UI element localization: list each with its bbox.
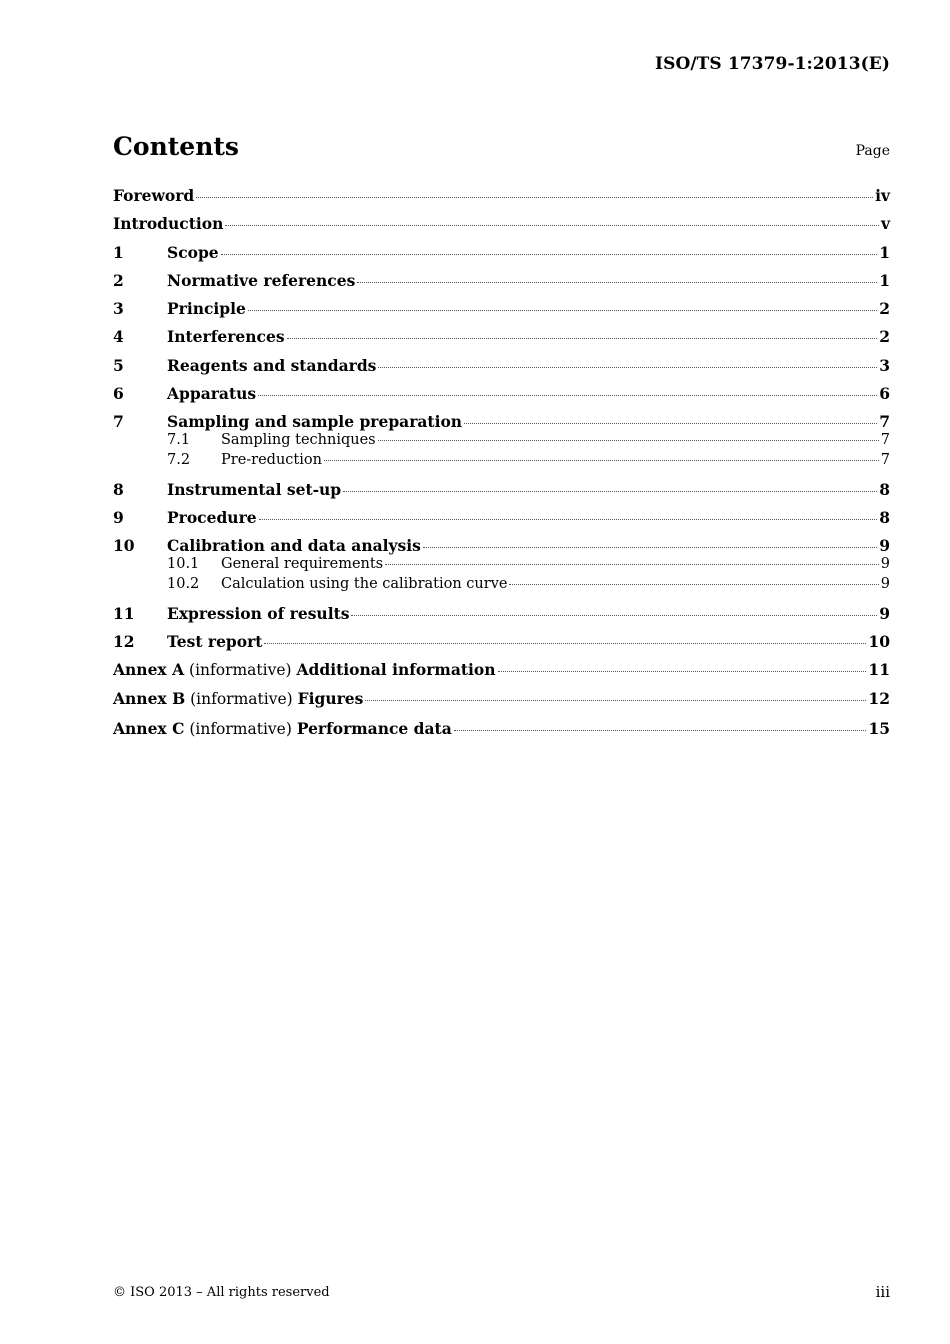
- toc-entry-annex-note: (informative): [184, 719, 297, 738]
- toc-entry[interactable]: [113, 719, 890, 739]
- toc-entry-page: 9: [879, 536, 890, 556]
- toc-entry-title-text: Interferences: [167, 327, 285, 347]
- toc-entry-page: 6: [879, 384, 890, 404]
- toc-dot-leader: [287, 338, 878, 339]
- toc-entry-page: 3: [879, 355, 890, 375]
- toc-entry-title: [167, 632, 262, 651]
- toc-dot-leader: [378, 440, 879, 441]
- toc-entry-title: [167, 480, 341, 499]
- toc-entry-title-text: Principle: [167, 299, 246, 319]
- toc-entry-page: 9: [880, 575, 890, 592]
- toc-entry-page: 11: [868, 660, 890, 680]
- toc-entry[interactable]: [113, 555, 890, 575]
- toc-entry-annex-note: (informative): [185, 690, 298, 709]
- toc-dot-leader: [351, 615, 877, 616]
- toc-entry-title-text: Reagents and standards: [167, 355, 377, 375]
- toc-entry-title: [167, 243, 219, 262]
- toc-entry-annex-note: (informative): [184, 661, 297, 680]
- toc-entry[interactable]: [113, 356, 890, 375]
- toc-dot-leader: [365, 700, 866, 701]
- toc-dot-leader: [343, 491, 877, 492]
- toc-entry-title-text: Introduction: [113, 214, 224, 234]
- toc-entry-page: 9: [879, 603, 890, 623]
- toc-entry-page: 2: [879, 299, 890, 319]
- toc-entry-number: 2: [113, 270, 124, 290]
- toc-entry-title: [167, 412, 462, 431]
- toc-entry-title: [221, 575, 507, 595]
- toc-entry-number: 10.1: [167, 556, 200, 573]
- toc-entry[interactable]: [113, 327, 890, 346]
- toc-entry-page: iv: [875, 186, 890, 205]
- toc-dot-leader: [498, 671, 867, 672]
- toc-entry-title: [167, 536, 421, 555]
- toc-entry-title: [113, 660, 496, 680]
- toc-entry[interactable]: [113, 186, 890, 205]
- toc-entry-title-text: Calibration and data analysis: [167, 536, 421, 556]
- toc-dot-leader: [454, 730, 867, 731]
- toc-entry-title: [167, 508, 257, 527]
- toc-entry-title: [221, 431, 376, 451]
- page-number: iii: [875, 1283, 890, 1301]
- toc-entry-title-text: Instrumental set-up: [167, 479, 342, 499]
- toc-entry-title-text: Normative references: [167, 270, 356, 290]
- toc-entry[interactable]: [113, 431, 890, 451]
- toc-entry-number: 7.2: [167, 451, 191, 468]
- toc-entry[interactable]: [113, 660, 890, 680]
- toc-dot-leader: [225, 225, 879, 226]
- toc-dot-leader: [259, 519, 878, 520]
- toc-entry-title-text: General requirements: [221, 556, 384, 573]
- toc-entry-title: [167, 271, 355, 290]
- copyright-notice: © ISO 2013 – All rights reserved: [113, 1285, 330, 1300]
- table-of-contents: [113, 186, 890, 739]
- toc-entry[interactable]: [113, 480, 890, 499]
- toc-entry-number: 5: [113, 355, 124, 375]
- toc-entry-page: 7: [879, 412, 890, 432]
- toc-dot-leader: [258, 395, 877, 396]
- toc-entry-page: 8: [879, 507, 890, 527]
- toc-entry[interactable]: [113, 214, 890, 233]
- toc-entry[interactable]: [113, 508, 890, 527]
- toc-dot-leader: [221, 254, 878, 255]
- toc-entry-number: 1: [113, 242, 124, 262]
- toc-dot-leader: [378, 367, 877, 368]
- toc-entry[interactable]: [113, 384, 890, 403]
- toc-entry-page: 12: [868, 689, 890, 709]
- toc-entry-title-text: Foreword: [113, 186, 195, 205]
- toc-entry-title-text: Procedure: [167, 507, 257, 527]
- toc-entry-number: 4: [113, 327, 124, 347]
- toc-entry-number: 8: [113, 479, 124, 499]
- toc-dot-leader: [324, 460, 879, 461]
- toc-entry-number: 12: [113, 631, 135, 651]
- toc-entry-page: 7: [880, 451, 890, 468]
- toc-entry[interactable]: [113, 451, 890, 471]
- toc-entry-title: [221, 555, 383, 575]
- toc-entry-title: [167, 384, 256, 403]
- toc-entry-title-text: Test report: [167, 631, 263, 651]
- toc-entry-number: 7.1: [167, 432, 191, 449]
- toc-entry[interactable]: [113, 299, 890, 318]
- toc-entry-number: 10: [113, 536, 135, 556]
- toc-entry-number: 3: [113, 299, 124, 319]
- toc-entry[interactable]: [113, 271, 890, 290]
- toc-entry-title-text: Sampling and sample preparation: [167, 412, 463, 432]
- toc-entry-page: 15: [868, 718, 890, 738]
- toc-entry[interactable]: [113, 689, 890, 709]
- toc-entry[interactable]: [113, 243, 890, 262]
- toc-entry-annex-title: Additional information: [296, 660, 496, 680]
- toc-entry[interactable]: [113, 412, 890, 431]
- toc-entry-page: 10: [868, 631, 890, 651]
- toc-entry-annex-title: Figures: [297, 689, 364, 709]
- toc-dot-leader: [464, 423, 877, 424]
- toc-entry-page: v: [880, 214, 890, 234]
- toc-entry-number: 7: [113, 412, 124, 432]
- toc-entry-page: 1: [879, 270, 890, 290]
- toc-entry-title-text: Apparatus: [167, 384, 257, 404]
- toc-entry-page: 2: [879, 327, 890, 347]
- toc-entry-title: [167, 604, 349, 623]
- toc-dot-leader: [509, 584, 878, 585]
- toc-entry-title-text: Calculation using the calibration curve: [221, 575, 508, 592]
- toc-entry-page: 9: [880, 556, 890, 573]
- toc-entry-title-text: Annex A: [113, 660, 185, 680]
- toc-entry-number: 6: [113, 384, 124, 404]
- toc-entry-title: [113, 689, 363, 709]
- toc-dot-leader: [248, 310, 877, 311]
- toc-entry[interactable]: [113, 632, 890, 651]
- toc-dot-leader: [357, 282, 877, 283]
- toc-entry-title-text: Annex B: [113, 689, 186, 709]
- toc-entry-number: 9: [113, 507, 124, 527]
- toc-entry-title-text: Scope: [167, 242, 219, 262]
- toc-dot-leader: [264, 643, 866, 644]
- toc-entry-title: [113, 186, 194, 205]
- toc-entry-title: [221, 451, 322, 471]
- toc-entry-title: [113, 214, 223, 233]
- page-column-label: Page: [855, 143, 890, 159]
- toc-entry-title: [167, 356, 376, 375]
- toc-entry-number: 11: [113, 603, 135, 623]
- toc-entry[interactable]: [113, 536, 890, 555]
- toc-entry[interactable]: [113, 575, 890, 595]
- toc-entry-page: 7: [880, 432, 890, 449]
- toc-entry-page: 1: [879, 242, 890, 262]
- toc-entry-annex-title: Performance data: [296, 718, 452, 738]
- toc-entry-title-text: Expression of results: [167, 603, 350, 623]
- toc-dot-leader: [385, 564, 879, 565]
- toc-entry-page: 8: [879, 479, 890, 499]
- toc-dot-leader: [196, 197, 873, 198]
- toc-entry-title-text: Annex C: [113, 718, 185, 738]
- contents-header: [113, 132, 890, 161]
- toc-entry-title: [167, 299, 246, 318]
- toc-entry-title-text: Sampling techniques: [221, 432, 376, 449]
- toc-entry-title: [167, 327, 285, 346]
- toc-entry-title: [113, 719, 452, 739]
- toc-dot-leader: [423, 547, 877, 548]
- toc-entry[interactable]: [113, 604, 890, 623]
- document-id: ISO/TS 17379-1:2013(E): [655, 54, 890, 74]
- toc-entry-number: 10.2: [167, 575, 200, 592]
- toc-entry-title-text: Pre-reduction: [221, 451, 322, 468]
- contents-title: Contents: [113, 132, 240, 161]
